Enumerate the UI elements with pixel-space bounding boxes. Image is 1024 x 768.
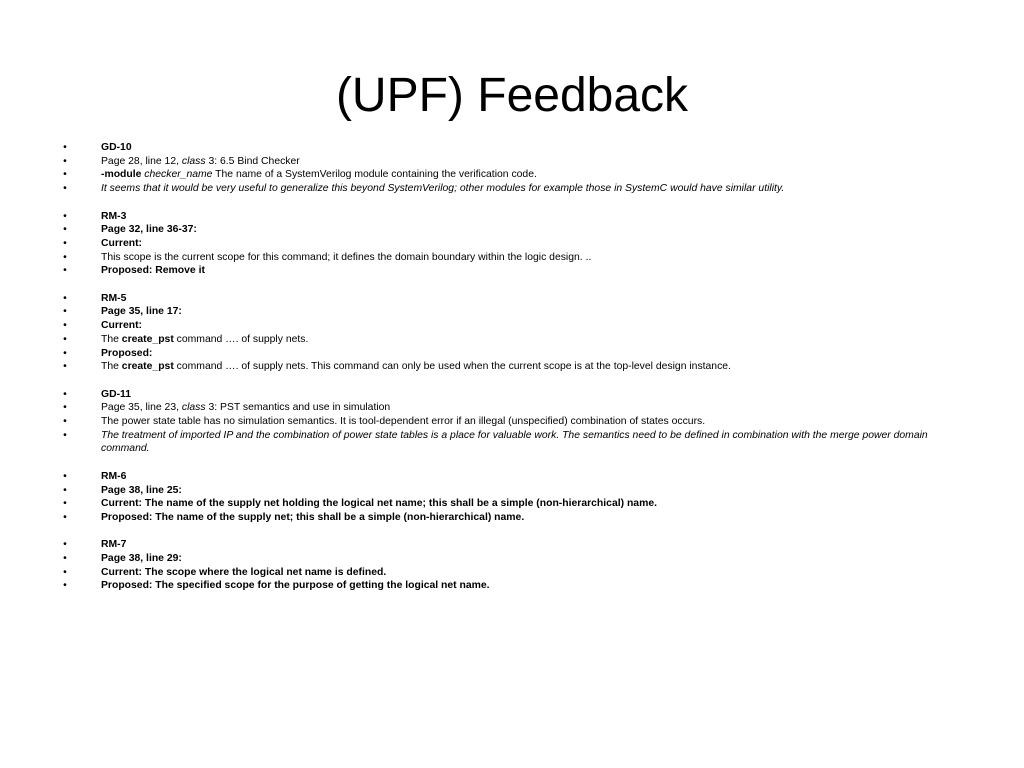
bullet-icon: • (63, 361, 67, 373)
bullet-item (60, 552, 960, 566)
bullet-text: command …. of supply nets. This command can only be used when the current scope is at the top-level design instance. (173, 361, 731, 373)
bullet-item (60, 305, 960, 319)
bullet-item (60, 497, 960, 511)
group-spacer (60, 456, 960, 470)
bullet-icon: • (63, 333, 67, 345)
bullet-icon: • (63, 539, 67, 551)
bullet-text: Page 38, line 29: (101, 553, 182, 565)
bullet-icon: • (63, 183, 67, 195)
bullet-text: Page 28, line 12, (101, 155, 182, 167)
bullet-icon: • (63, 388, 67, 400)
slide-title: (UPF) Feedback (335, 69, 689, 122)
bullet-icon: • (63, 498, 67, 510)
bullet-item (60, 319, 960, 333)
bullet-icon: • (63, 142, 67, 153)
bullet-icon: • (63, 155, 67, 167)
bullet-item (60, 511, 960, 525)
bullet-icon: • (63, 306, 67, 318)
bullet-text: Current: (101, 237, 142, 249)
bullet-item (60, 292, 960, 306)
bullet-text: create_pst (121, 361, 174, 373)
bullet-text: class (181, 402, 206, 414)
bullet-icon: • (63, 484, 67, 496)
bullet-icon: • (63, 511, 67, 523)
bullet-text: RM-3 (101, 210, 127, 222)
bullet-item (60, 360, 960, 374)
bullet-item (60, 168, 960, 182)
bullet-text: Page 35, line 23, (101, 402, 182, 414)
bullet-icon: • (63, 224, 67, 236)
bullet-text: GD-11 (101, 388, 132, 400)
bullet-text: Current: The name of the supply net holding the logical net name; this shall be a simple (non-hierarchical) name. (101, 498, 657, 510)
bullet-item (60, 566, 960, 580)
bullet-icon: • (63, 429, 67, 441)
bullet-text: Current: (101, 320, 142, 332)
bullet-item (60, 155, 960, 169)
bullet-item (60, 333, 960, 347)
bullet-text: The power state table has no simulation semantics. It is tool-dependent error if an illegal (unspecified) combination of states occurs. (101, 416, 706, 428)
bullet-text: Proposed: The name of the supply net; this shall be a simple (non-hierarchical) name. (101, 511, 525, 523)
bullet-icon: • (63, 292, 67, 304)
bullet-text: The (101, 333, 122, 345)
bullet-icon: • (63, 566, 67, 578)
bullet-item (60, 388, 960, 402)
bullet-text: The name of a SystemVerilog module containing the verification code. (212, 169, 537, 181)
bullet-item (60, 223, 960, 237)
bullet-item (60, 484, 960, 498)
bullet-icon: • (63, 402, 67, 414)
bullet-text: 3: PST semantics and use in simulation (205, 402, 391, 414)
bullet-item (60, 538, 960, 552)
group-spacer (60, 278, 960, 292)
bullet-text: RM-7 (101, 539, 127, 551)
bullet-text: checker_name (144, 169, 213, 181)
bullet-item (60, 210, 960, 224)
bullet-icon: • (63, 251, 67, 263)
bullet-text: Page 35, line 17: (101, 306, 182, 318)
bullet-item (60, 237, 960, 251)
bullet-text: It seems that it would be very useful to generalize this beyond SystemVerilog; other modules for example those in SystemC would have similar utility. (101, 183, 785, 195)
bullet-icon: • (63, 320, 67, 332)
bullet-item (60, 251, 960, 265)
bullet-text: 3: 6.5 Bind Checker (205, 155, 300, 167)
bullet-icon: • (63, 470, 67, 482)
group-spacer (60, 196, 960, 210)
bullet-text: Proposed: The specified scope for the purpose of getting the logical net name. (101, 580, 490, 592)
bullet-text: command …. of supply nets. (173, 333, 309, 345)
bullet-icon: • (63, 265, 67, 277)
bullet-item (60, 182, 960, 196)
bullet-text: RM-5 (101, 292, 127, 304)
bullet-text: -module (101, 169, 142, 181)
bullet-item (60, 415, 960, 429)
bullet-icon: • (63, 237, 67, 249)
bullet-item (60, 264, 960, 278)
bullet-text: class (181, 155, 206, 167)
bullet-icon: • (63, 553, 67, 565)
bullet-text: Proposed: (101, 347, 153, 359)
bullet-text: This scope is the current scope for this command; it defines the domain boundary within the logic design. .. (101, 251, 592, 263)
bullet-text: Page 32, line 36-37: (101, 224, 197, 236)
bullet-item (60, 347, 960, 361)
bullet-item (60, 579, 960, 593)
bullet-text: The (101, 361, 122, 373)
group-spacer (60, 374, 960, 388)
bullet-icon: • (63, 416, 67, 428)
bullet-text: GD-10 (101, 142, 132, 153)
bullet-item (60, 429, 960, 456)
bullet-text: RM-6 (101, 470, 127, 482)
bullet-icon: • (63, 210, 67, 222)
group-spacer (60, 525, 960, 539)
bullet-list (60, 141, 960, 593)
bullet-item (60, 401, 960, 415)
bullet-text: Page 38, line 25: (101, 484, 182, 496)
bullet-text: Proposed: Remove it (101, 265, 205, 277)
bullet-text: create_pst (121, 333, 174, 345)
bullet-item (60, 141, 960, 155)
bullet-icon: • (63, 347, 67, 359)
bullet-text: Current: The scope where the logical net name is defined. (101, 566, 387, 578)
bullet-item (60, 470, 960, 484)
bullet-icon: • (63, 580, 67, 592)
bullet-icon: • (63, 169, 67, 181)
bullet-text: The treatment of imported IP and the combination of power state tables is a place for valuable work. The semantics need to be defined in combination with the merge power domain command. (101, 429, 928, 455)
